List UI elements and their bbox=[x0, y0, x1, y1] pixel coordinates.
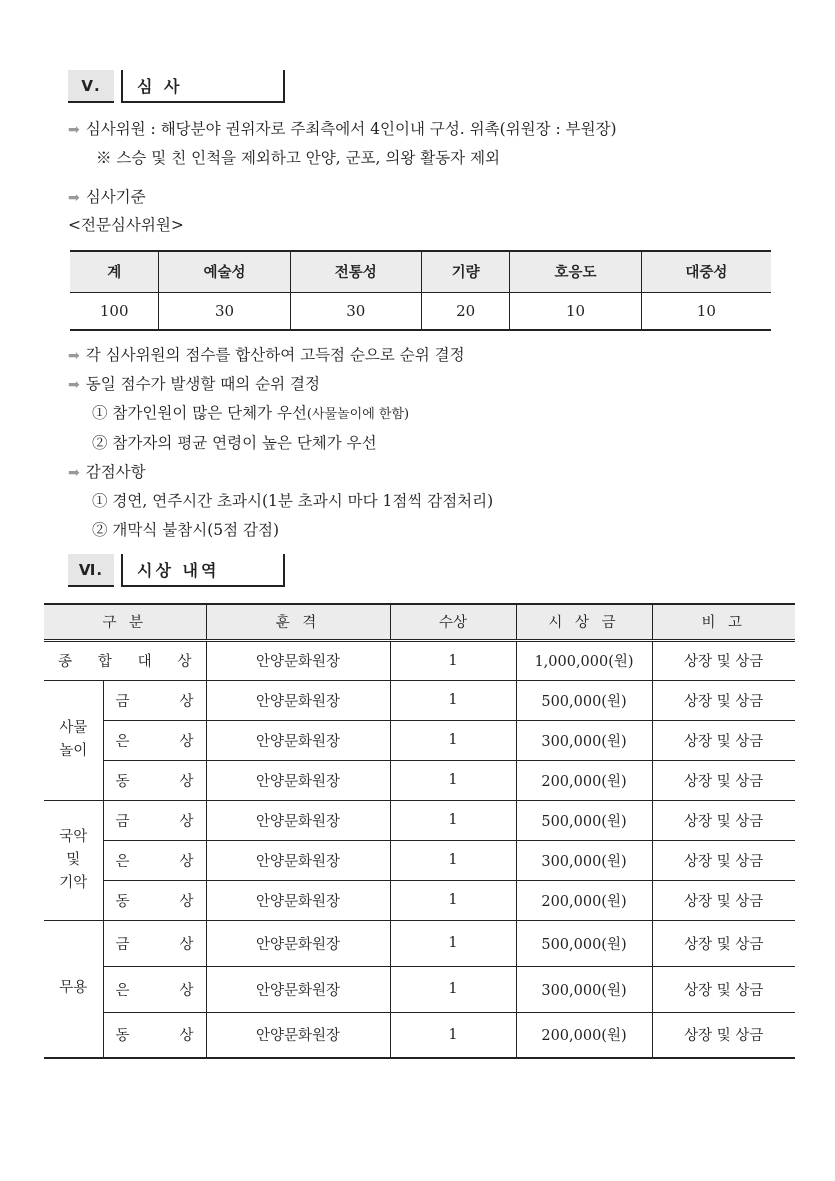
prize: 1,000,000(원) bbox=[516, 640, 652, 680]
score-criteria-table bbox=[70, 250, 771, 331]
honor: 안양문화원장 bbox=[206, 800, 390, 840]
rule-sum: ➡ 각 심사위원의 점수를 합산하여 고득점 순으로 순위 결정 bbox=[68, 346, 465, 364]
award-header: 구 분 bbox=[44, 604, 206, 640]
count: 1 bbox=[390, 720, 516, 760]
rank: 동 상 bbox=[103, 760, 206, 800]
note: 상장 및 상금 bbox=[652, 800, 795, 840]
count: 1 bbox=[390, 640, 516, 680]
score-header: 호응도 bbox=[510, 251, 641, 292]
count: 1 bbox=[390, 800, 516, 840]
note: 상장 및 상금 bbox=[652, 640, 795, 680]
note: 상장 및 상금 bbox=[652, 840, 795, 880]
score-value: 30 bbox=[159, 292, 290, 330]
award-table bbox=[44, 603, 795, 1059]
rule-tie-1: ① 참가인원이 많은 단체가 우선(사물놀이에 한함) bbox=[92, 404, 410, 422]
rank: 금 상 bbox=[103, 920, 206, 966]
table-row bbox=[44, 880, 795, 920]
arrow-right-icon: ➡ bbox=[68, 122, 80, 138]
rank: 동 상 bbox=[103, 880, 206, 920]
score-value: 100 bbox=[70, 292, 159, 330]
section-6-header bbox=[68, 554, 285, 587]
table-row bbox=[44, 640, 795, 680]
table-row bbox=[44, 1012, 795, 1058]
prize: 300,000(원) bbox=[516, 840, 652, 880]
score-value: 20 bbox=[421, 292, 510, 330]
expert-judges-label: <전문심사위원> bbox=[68, 216, 184, 234]
score-header: 계 bbox=[70, 251, 159, 292]
count: 1 bbox=[390, 760, 516, 800]
grand-prize-label: 종 합 대 상 bbox=[44, 640, 206, 680]
deduction-bullet: ➡ 감점사항 bbox=[68, 463, 146, 481]
arrow-right-icon: ➡ bbox=[68, 190, 80, 206]
count: 1 bbox=[390, 966, 516, 1012]
honor: 안양문화원장 bbox=[206, 720, 390, 760]
arrow-right-icon: ➡ bbox=[68, 377, 80, 393]
award-header: 훈 격 bbox=[206, 604, 390, 640]
award-header: 시 상 금 bbox=[516, 604, 652, 640]
score-value: 10 bbox=[510, 292, 641, 330]
rank: 은 상 bbox=[103, 840, 206, 880]
honor: 안양문화원장 bbox=[206, 640, 390, 680]
rank: 은 상 bbox=[103, 720, 206, 760]
prize: 500,000(원) bbox=[516, 920, 652, 966]
honor: 안양문화원장 bbox=[206, 680, 390, 720]
section-5-header bbox=[68, 70, 285, 103]
honor: 안양문화원장 bbox=[206, 840, 390, 880]
rank: 금 상 bbox=[103, 680, 206, 720]
note: 상장 및 상금 bbox=[652, 680, 795, 720]
judges-bullet: ➡ 심사위원 : 해당분야 권위자로 주최측에서 4인이내 구성. 위촉(위원장 : 부원장) bbox=[68, 120, 617, 138]
prize: 500,000(원) bbox=[516, 800, 652, 840]
deduction-2: ② 개막식 불참시(5점 감점) bbox=[92, 521, 279, 539]
table-row bbox=[44, 720, 795, 760]
section-6-number: Ⅵ. bbox=[68, 554, 114, 587]
table-row bbox=[44, 680, 795, 720]
score-header: 전통성 bbox=[290, 251, 421, 292]
category-dance: 무용 bbox=[44, 920, 103, 1058]
table-row bbox=[44, 800, 795, 840]
category-gugak: 국악 및 기악 bbox=[44, 800, 103, 920]
section-5-title: 심 사 bbox=[121, 70, 285, 103]
score-header: 기량 bbox=[421, 251, 510, 292]
arrow-right-icon: ➡ bbox=[68, 348, 80, 364]
score-header: 대중성 bbox=[641, 251, 771, 292]
table-row bbox=[44, 760, 795, 800]
criteria-bullet: ➡ 심사기준 bbox=[68, 188, 146, 206]
prize: 200,000(원) bbox=[516, 760, 652, 800]
honor: 안양문화원장 bbox=[206, 880, 390, 920]
prize: 300,000(원) bbox=[516, 720, 652, 760]
note: 상장 및 상금 bbox=[652, 1012, 795, 1058]
section-6-title: 시상 내역 bbox=[121, 554, 285, 587]
note: 상장 및 상금 bbox=[652, 920, 795, 966]
honor: 안양문화원장 bbox=[206, 760, 390, 800]
award-header: 수상 bbox=[390, 604, 516, 640]
score-header: 예술성 bbox=[159, 251, 290, 292]
honor: 안양문화원장 bbox=[206, 920, 390, 966]
count: 1 bbox=[390, 840, 516, 880]
score-value: 30 bbox=[290, 292, 421, 330]
table-row bbox=[44, 966, 795, 1012]
count: 1 bbox=[390, 920, 516, 966]
arrow-right-icon: ➡ bbox=[68, 465, 80, 481]
judges-note: ※ 스승 및 친 인척을 제외하고 안양, 군포, 의왕 활동자 제외 bbox=[96, 149, 501, 167]
count: 1 bbox=[390, 680, 516, 720]
note: 상장 및 상금 bbox=[652, 966, 795, 1012]
table-row bbox=[44, 920, 795, 966]
prize: 200,000(원) bbox=[516, 880, 652, 920]
prize: 300,000(원) bbox=[516, 966, 652, 1012]
honor: 안양문화원장 bbox=[206, 1012, 390, 1058]
honor: 안양문화원장 bbox=[206, 966, 390, 1012]
award-header: 비 고 bbox=[652, 604, 795, 640]
rule-tie: ➡ 동일 점수가 발생할 때의 순위 결정 bbox=[68, 375, 320, 393]
count: 1 bbox=[390, 880, 516, 920]
rank: 은 상 bbox=[103, 966, 206, 1012]
category-samulnori: 사물 놀이 bbox=[44, 680, 103, 800]
count: 1 bbox=[390, 1012, 516, 1058]
section-5-number: Ⅴ. bbox=[68, 70, 114, 103]
prize: 500,000(원) bbox=[516, 680, 652, 720]
rule-tie-2: ② 참가자의 평균 연령이 높은 단체가 우선 bbox=[92, 434, 377, 452]
score-value: 10 bbox=[696, 301, 716, 320]
table-row bbox=[44, 840, 795, 880]
note: 상장 및 상금 bbox=[652, 760, 795, 800]
deduction-1: ① 경연, 연주시간 초과시(1분 초과시 마다 1점씩 감점처리) bbox=[92, 492, 494, 510]
note: 상장 및 상금 bbox=[652, 880, 795, 920]
note: 상장 및 상금 bbox=[652, 720, 795, 760]
prize: 200,000(원) bbox=[516, 1012, 652, 1058]
rank: 동 상 bbox=[103, 1012, 206, 1058]
rank: 금 상 bbox=[103, 800, 206, 840]
